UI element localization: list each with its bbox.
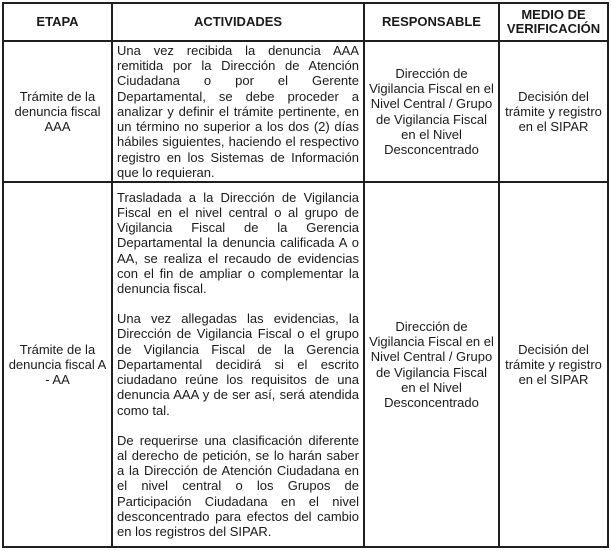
- header-actividades: ACTIVIDADES: [112, 3, 364, 41]
- cell-medio-verificacion: Decisión del trámite y registro en el SIPAR: [499, 41, 608, 182]
- actividad-paragraph: Trasladada a la Dirección de Vigilancia Fiscal en el nivel central o al grupo de Vigilancia Fiscal de la Gerencia Departamental la denuncia calificada A o AA, se realiza el recaudo de evidencias con el fin de ampliar o complementar la denuncia fiscal.: [117, 189, 359, 297]
- actividad-paragraph: Una vez recibida la denuncia AAA remitida por la Dirección de Atención Ciudadana o por el Gerente Departamental, se debe proceder a analizar y definir el trámite pertinente, en un término no superior a los dos (2) días hábiles siguientes, haciendo el respectivo registro en los Sistemas de Información que lo requieran.: [117, 43, 359, 180]
- procedure-table: [2, 2, 609, 548]
- cell-etapa: Trámite de la denuncia fiscal AAA: [3, 41, 112, 182]
- cell-etapa: Trámite de la denuncia fiscal A - AA: [3, 182, 112, 547]
- cell-actividades: [112, 182, 364, 547]
- table-row: [3, 182, 608, 547]
- cell-responsable: Dirección de Vigilancia Fiscal en el Nivel Central / Grupo de Vigilancia Fiscal en el Nivel Desconcentrado: [364, 182, 499, 547]
- actividad-paragraph: De requerirse una clasificación diferente al derecho de petición, se lo harán saber a la Dirección de Atención Ciudadana en el nivel central o los Grupos de Participación Ciudadana en el nivel desconcentrado para efectos del cambio en los registros del SIPAR.: [117, 432, 359, 539]
- cell-actividades: [112, 41, 364, 182]
- header-responsable: RESPONSABLE: [364, 3, 499, 41]
- cell-responsable: Dirección de Vigilancia Fiscal en el Nivel Central / Grupo de Vigilancia Fiscal en el Nivel Desconcentrado: [364, 41, 499, 182]
- actividad-paragraph: Una vez allegadas las evidencias, la Dirección de Vigilancia Fiscal o el grupo de Vigilancia Fiscal de la Gerencia Departamental decidirá si el escrito ciudadano reúne los requisitos de una denuncia AAA y de ser así, será atendida como tal.: [117, 311, 359, 418]
- table-row: [3, 41, 608, 182]
- header-row: [3, 3, 608, 41]
- header-etapa: ETAPA: [3, 3, 112, 41]
- header-medio-verificacion: MEDIO DE VERIFICACIÓN: [499, 3, 608, 41]
- cell-medio-verificacion: Decisión del trámite y registro en el SIPAR: [499, 182, 608, 547]
